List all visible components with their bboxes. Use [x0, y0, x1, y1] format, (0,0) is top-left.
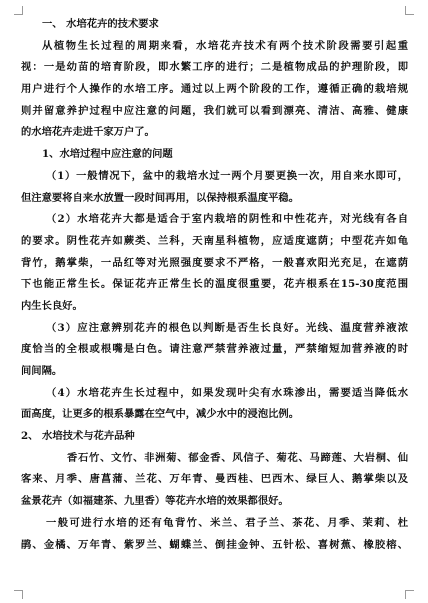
- subsection-heading: 2、 水培技术与花卉品种: [21, 430, 135, 443]
- paragraph-line: 度恰当的全根或根嘴是白色。请注意严禁营养液过量，严禁缩短加营养液的时: [21, 343, 408, 356]
- paragraph-line: 盆景花卉（如福建茶、九里香）等花卉水培的效果都很好。: [21, 495, 289, 508]
- paragraph-line: （4）水培花卉生长过程中，如果发现叶尖有水珠渗出，需要适当降低水: [46, 386, 408, 399]
- paragraph-line: 客来、月季、唐菖蒲、兰花、万年青、曼西桂、巴西木、绿巨人、鹅掌柴以及: [21, 473, 408, 486]
- crop-mark-top-left: [14, 6, 23, 15]
- paragraph-line: 面高度，让更多的根系暴露在空气中，减少水中的浸泡比例。: [21, 408, 300, 421]
- paragraph-line: 香石竹、文竹、非洲菊、郁金香、风信子、菊花、马蹄莲、大岩桐、仙: [67, 451, 408, 464]
- paragraph-line: 用户进行个人操作的水培工序。通过以上两个阶段的工作，遵循正确的栽培规: [21, 83, 408, 96]
- paragraph-line: 则并留意养护过程中应注意的问题，我们就可以看到漂亮、清洁、高雅、健康: [21, 104, 408, 117]
- crop-mark-bottom-right: [405, 590, 414, 599]
- paragraph-line: 下也能正常生长。保证花卉正常生长的温度很重要，花卉根系在15-30度范围: [21, 278, 408, 291]
- paragraph-line: 鹃、金橘、万年青、紫罗兰、蝴蝶兰、倒挂金钟、五针松、喜树蕉、橡胶榕、: [21, 538, 408, 551]
- paragraph-line: 从植物生长过程的周期来看，水培花卉技术有两个技术阶段需要引起重: [42, 39, 408, 52]
- paragraph-line: 间间隔。: [21, 365, 63, 377]
- crop-mark-bottom-left: [14, 590, 23, 599]
- paragraph-line: 背竹，鹅掌柴，一品红等对光照强度要求不严格，一般喜欢阳光充足，在遮荫: [21, 256, 408, 269]
- paragraph-line: 一般可进行水培的还有龟背竹、米兰、君子兰、茶花、月季、茉莉、杜: [46, 516, 408, 529]
- paragraph-line: （3）应注意辨别花卉的根色以判断是否生长良好。光线、温度营养液浓: [46, 321, 408, 334]
- paragraph-line: （2）水培花卉大都是适合于室内栽培的阴性和中性花卉，对光线有各自: [46, 213, 408, 226]
- paragraph-line: 的水培花卉走进千家万户了。: [21, 126, 155, 139]
- paragraph-line: 内生长良好。: [21, 299, 83, 312]
- paragraph-line: 的要求。阴性花卉如蕨类、兰科，天南星科植物，应适度遮荫；中型花卉如龟: [21, 234, 408, 247]
- crop-mark-top-right: [405, 6, 414, 15]
- subsection-heading: 1、水培过程中应注意的问题: [42, 148, 173, 161]
- paragraph-line: 视：一是幼苗的培育阶段，即水繁工序的进行；二是植物成品的护理阶段，即: [21, 61, 408, 74]
- paragraph-line: 但注意要将自来水放置一段时间再用，以保持根系温度平稳。: [21, 191, 300, 204]
- section-heading: 一、 水培花卉的技术要求: [42, 18, 159, 30]
- paragraph-line: （1）一般情况下，盆中的栽培水过一两个月要更换一次，用自来水即可，: [46, 169, 408, 182]
